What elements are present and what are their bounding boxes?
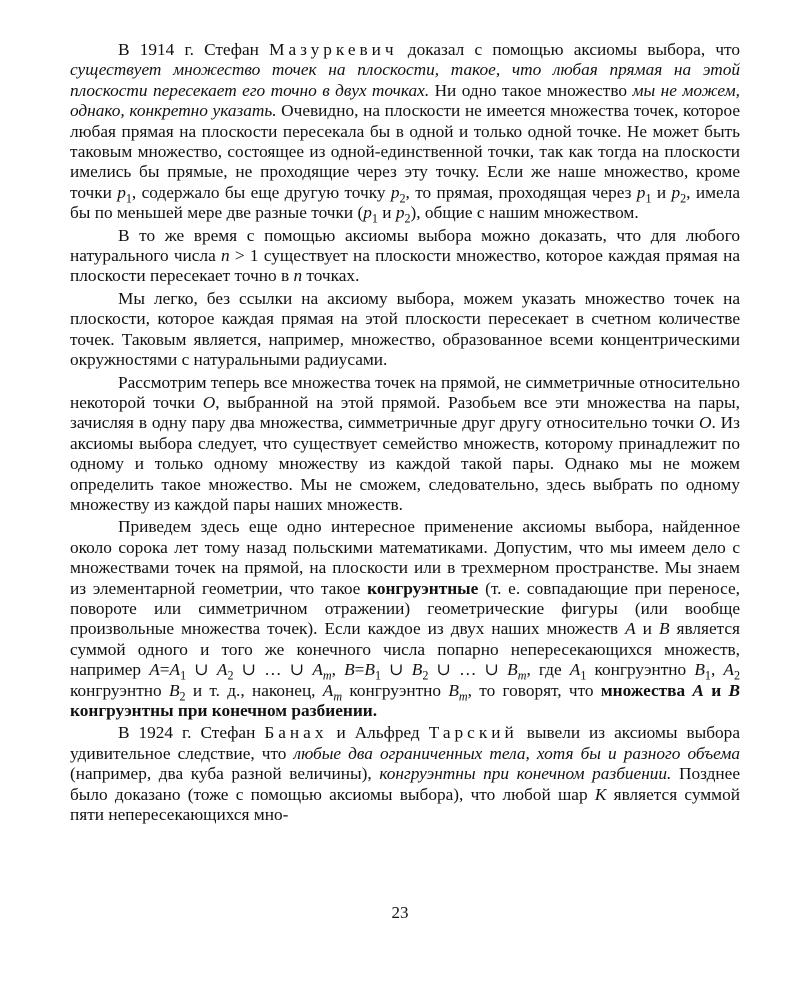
italic-text: B (364, 660, 375, 680)
text-run: В 1914 г. Стефан (118, 40, 270, 59)
subscript: 2 (422, 668, 429, 683)
italic-text: p (395, 203, 405, 223)
text-run: является суммой пяти непересекающихся мно- (70, 784, 741, 825)
spaced-name: Мазуркевич (269, 40, 398, 59)
text-run: вывели из аксиомы выбора удивительное следствие, что (70, 723, 740, 763)
italic-text: K (594, 784, 607, 804)
subscript: m (333, 689, 343, 704)
subscript: 1 (704, 668, 711, 683)
text-run: конгруэнтно (342, 680, 449, 700)
text-run: доказал с помощью аксиомы выбора, что (397, 40, 740, 59)
text-run: . Из аксиомы выбора следует, что существует семейство множеств, которому принадлежит по одному и только одному множеству из каждой такой пары. Однако мы не можем определить такое множество. Мы не сможем, следовательно, здесь выбрать по одному множеству из каждой пары наших множеств. (70, 413, 740, 514)
text-run: , (710, 660, 724, 680)
italic-text: O (202, 392, 216, 412)
italic-text: мы не можем, однако, конкретно указать. (70, 80, 740, 121)
text-run: и (377, 203, 396, 223)
italic-text: B (658, 619, 670, 639)
italic-text: n (293, 266, 303, 286)
subscript: 1 (374, 668, 382, 683)
text-run: В то же время с помощью аксиомы выбора можно доказать, что для любого натурального числа (70, 225, 740, 266)
italic-text: B (411, 660, 423, 680)
spaced-name: Банах (264, 723, 328, 743)
italic-text: B (168, 680, 180, 700)
text-run: В 1924 г. Стефан (118, 723, 265, 743)
text-run: и (635, 619, 659, 639)
subscript: 2 (227, 668, 234, 683)
spaced-name: Тарский (428, 723, 518, 743)
subscript: m (322, 668, 332, 683)
italic-text: n (221, 246, 230, 266)
subscript: 1 (580, 668, 587, 683)
italic-text: B (448, 680, 459, 700)
page-body (70, 40, 740, 825)
subscript: 2 (399, 191, 406, 206)
text-run: (например, два куба разной величины), (70, 764, 380, 784)
italic-text: A (149, 660, 160, 680)
bold-text: конгруэнтны при конечном разбиении. (70, 701, 378, 720)
text-run: и (651, 182, 672, 202)
text-run: , то прямая, проходящая через (405, 182, 637, 202)
text-run: ), общие с нашим множеством. (410, 203, 639, 223)
bold-text: и (703, 680, 729, 700)
text-run: ∪ … ∪ (428, 660, 508, 680)
text-run: и т. д., наконец, (185, 680, 323, 700)
subscript: 1 (180, 668, 187, 683)
text-run: конгруэнтно (586, 660, 695, 680)
subscript: 1 (371, 211, 378, 226)
italic-text: B (694, 660, 705, 680)
subscript: 2 (733, 668, 741, 683)
italic-text: B (507, 660, 518, 680)
bold-text: множества (600, 680, 693, 700)
text-run: ∪ … ∪ (233, 660, 313, 680)
italic-text: A (569, 660, 581, 680)
text-run: , имела бы по меньшей мере две разные точки ( (70, 182, 740, 223)
text-run: точках. (302, 266, 360, 286)
text-run: , содержало бы еще другую точку (131, 182, 391, 202)
page-number: 23 (391, 903, 409, 922)
italic-text: p (671, 182, 681, 202)
paragraph (70, 723, 740, 825)
text-run: Рассмотрим теперь все множества точек на прямой, не симметричные относительно некоторой точки (70, 372, 740, 412)
italic-text: p (117, 182, 126, 202)
italic-text: A (216, 660, 228, 680)
bold-italic-text: B (728, 680, 740, 700)
italic-text: B (344, 660, 355, 680)
italic-text: A (723, 660, 734, 680)
text-run: , то говорят, что (467, 680, 601, 700)
text-run: = (354, 660, 365, 680)
italic-text: любые два ограниченных тела, хотя бы и разного объема (293, 743, 741, 763)
paragraph (70, 226, 740, 287)
text-run: и Альфред (327, 723, 429, 743)
text-run: Позднее было доказано (тоже с помощью аксиомы выбора), что любой шар (70, 764, 740, 804)
text-run: Ни одно такое множество (429, 80, 633, 100)
text-run: ∪ (381, 660, 412, 680)
text-run: Очевидно, на плоскости не имеется множества точек, которое любая прямая на плоскости пересекала бы в одной и только одной точке. Не может быть таковым множество, состоящее из одной-единственной точки, так как тогда на плоскости имелись бы прямые, не проходящие через эту точку. Если же наше множество, кроме точки (70, 101, 740, 202)
subscript: 2 (179, 689, 186, 704)
bold-text: конгруэнтные (367, 578, 479, 598)
subscript: 2 (404, 211, 411, 226)
subscript: m (458, 689, 468, 704)
italic-text: p (390, 182, 400, 202)
italic-text: A (322, 680, 334, 700)
text-run: , (331, 660, 345, 680)
text-run: конгруэнтно (70, 680, 169, 700)
italic-text: существует множество точек на плоскости, такое, что любая прямая на этой плоскости пересекает его точно в двух точках. (70, 60, 740, 100)
subscript: 1 (645, 191, 652, 206)
subscript: m (517, 668, 527, 683)
paragraph (70, 289, 740, 371)
subscript: 1 (125, 191, 132, 206)
italic-text: конгруэнтны при конечном разбиении. (379, 764, 672, 784)
text-run: , выбранной на этой прямой. Разобьем все эти множества на пары, зачисляя в одну пару два множества, симметричные друг другу относительно точки (70, 392, 740, 433)
paragraph (70, 40, 740, 224)
italic-text: A (625, 619, 636, 639)
bold-italic-text: A (692, 680, 704, 700)
italic-text: A (312, 660, 323, 680)
italic-text: p (363, 203, 372, 223)
text-run: Приведем здесь еще одно интересное применение аксиомы выбора, найденное около сорока лет тому назад польскими математиками. Допустим, что мы имеем дело с множествами точек на прямой, на плоскости или в трехмерном пространстве. Мы знаем из элементарной геометрии, что такое (70, 517, 740, 598)
text-run: , где (526, 660, 570, 680)
italic-text: p (636, 182, 646, 202)
italic-text: O (698, 413, 712, 433)
text-run: > 1 существует на плоскости множество, которое каждая прямая на плоскости пересекает точно в (70, 246, 740, 286)
text-run: ∪ (186, 660, 217, 680)
italic-text: A (169, 660, 181, 680)
text-run: (т. е. совпадающие при переносе, повороте или симметричном отражении) геометрические фигуры (или вообще произвольные множества точек). Если каждое из двух наших множеств (70, 578, 740, 639)
paragraph (70, 373, 740, 516)
subscript: 2 (680, 191, 687, 206)
paragraph (70, 517, 740, 721)
text-run: = (159, 660, 170, 680)
text-run: является суммой одного и того же конечного числа попарно непересекающихся множеств, например (70, 619, 741, 680)
text-run: Мы легко, без ссылки на аксиому выбора, можем указать множество точек на плоскости, которое каждая прямая на этой плоскости пересекает в счетном количестве точек. Таковым является, например, множество, образованное всеми концентрическими окружностями с натуральными радиусами. (70, 288, 740, 370)
